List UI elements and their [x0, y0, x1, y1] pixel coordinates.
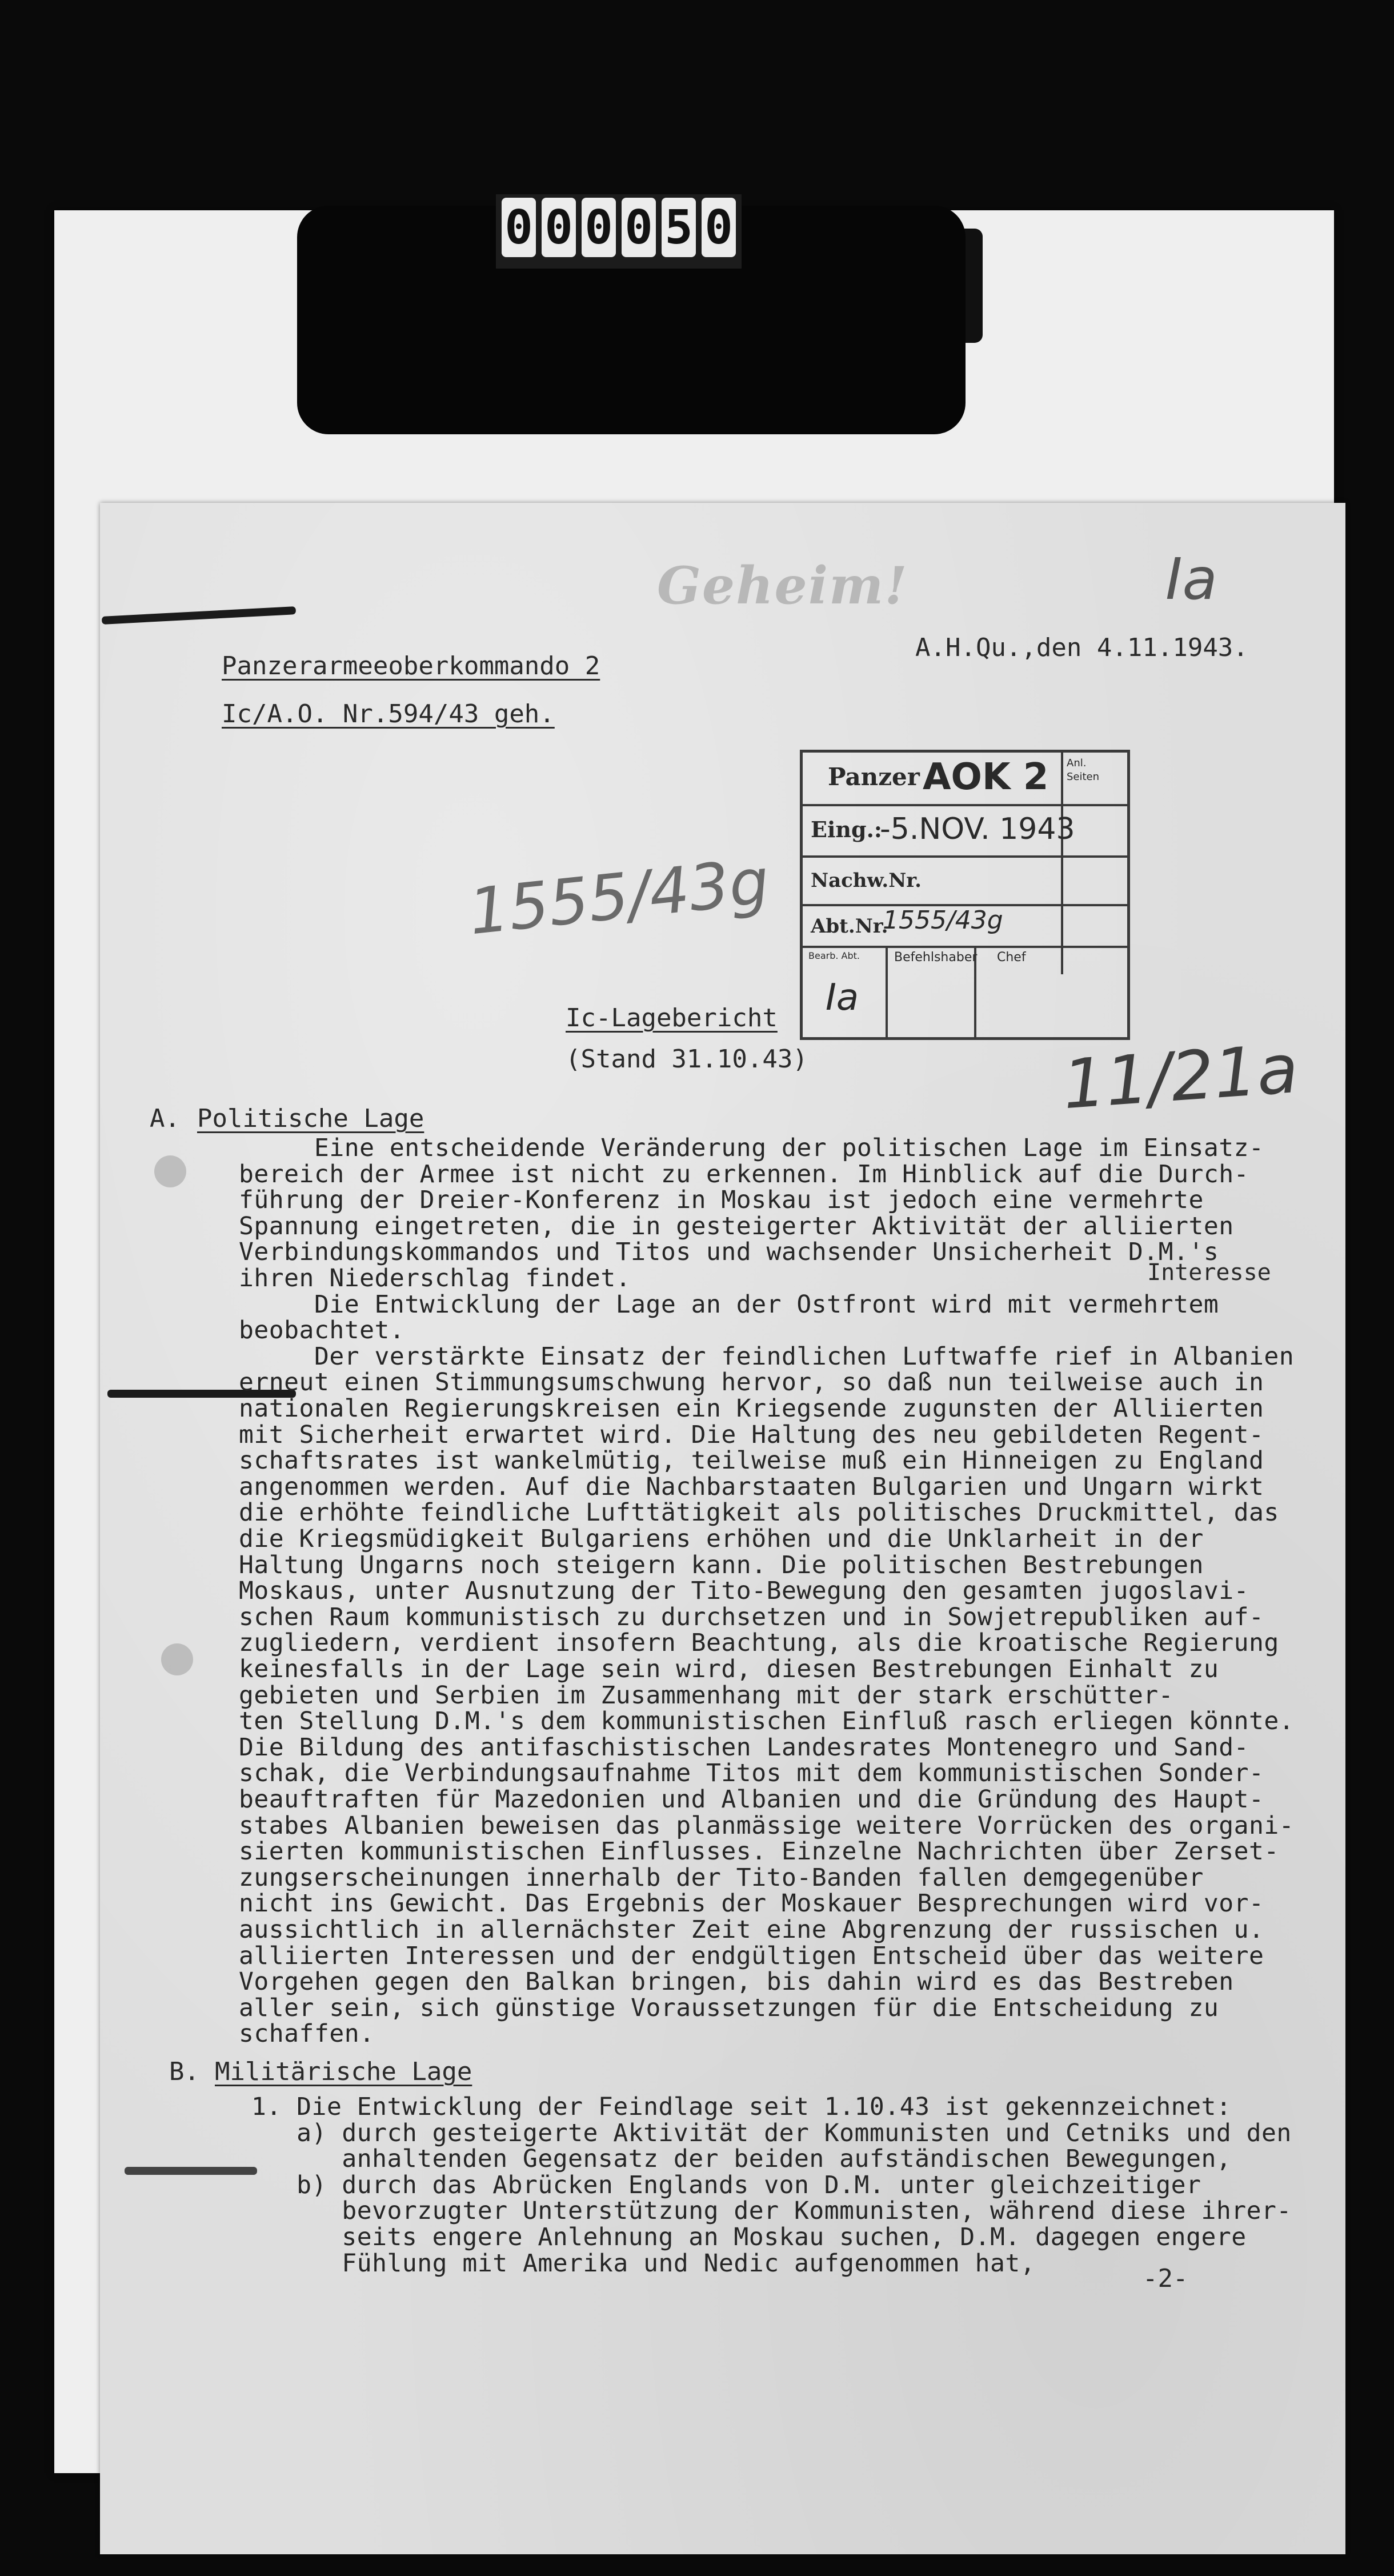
body-text-line: sierten kommunistischen Einflusses. Einzelne Nachrichten über Zerset- [239, 1837, 1279, 1866]
body-text-line: schak, die Verbindungsaufnahme Titos mit dem kommunistischen Sonder- [239, 1759, 1264, 1788]
stamp-chef-label: Chef [997, 950, 1026, 965]
body-text-line: anhaltenden Gegensatz der beiden aufständischen Bewegungen, [251, 2145, 1232, 2174]
report-title: Ic-Lagebericht [566, 1003, 778, 1033]
stamp-anl-label: Anl. [1067, 757, 1087, 769]
frame-counter [496, 194, 742, 269]
body-text-line: alliierten Interessen und der endgültigen Entscheid über das weitere [239, 1941, 1264, 1970]
body-text-line: zungserscheinungen innerhalb der Tito-Banden fallen demgegenüber [239, 1863, 1204, 1892]
receipt-stamp [800, 750, 1130, 1040]
body-text-line: seits engere Anlehnung an Moskau suchen, D.M. dagegen engere [251, 2223, 1247, 2251]
section-a-title: Politische Lage [197, 1104, 424, 1133]
body-text-line: ihren Niederschlag findet. [239, 1264, 631, 1293]
body-text-line: Eine entscheidende Veränderung der politischen Lage im Einsatz- [239, 1134, 1264, 1162]
body-text-line: Die Bildung des antifaschistischen Landesrates Montenegro und Sand- [239, 1733, 1249, 1762]
stamp-unit: AOK 2 [923, 756, 1049, 798]
body-text-line: erneut einen Stimmungsumschwung hervor, so daß nun teilweise auch in [239, 1368, 1264, 1397]
counter-digit: 0 [502, 198, 536, 257]
counter-digit: 5 [662, 198, 696, 257]
body-text-line: Fühlung mit Amerika und Nedic aufgenommen hat, [251, 2249, 1036, 2278]
stamp-office: Panzer [828, 763, 920, 791]
body-text-line: nicht ins Gewicht. Das Ergebnis der Moskauer Besprechungen wird vor- [239, 1889, 1264, 1918]
stamp-divider [803, 855, 1127, 858]
body-text-line: stabes Albanien beweisen das planmässige weitere Vorrücken des organi- [239, 1811, 1295, 1840]
body-text-line: aussichtlich in allernächster Zeit eine Abgrenzung der russischen u. [239, 1915, 1264, 1944]
stamp-divider [803, 946, 1127, 948]
stamp-abt-number: 1555/43g [883, 906, 1003, 935]
body-text-line: mit Sicherheit erwartet wird. Die Haltung des neu gebildeten Regent- [239, 1420, 1264, 1449]
body-text-line: keinesfalls in der Lage sein wird, diesen Bestrebungen Einhalt zu [239, 1655, 1219, 1683]
body-text-line: Moskaus, unter Ausnutzung der Tito-Bewegung den gesamten jugoslavi- [239, 1577, 1249, 1606]
corner-handwritten-mark: Ia [1165, 546, 1217, 613]
body-text-line: Verbindungskommandos und Titos und wachsender Unsicherheit D.M.'s [239, 1238, 1219, 1267]
body-text-line: 1. Die Entwicklung der Feindlage seit 1.10.43 ist gekennzeichnet: [251, 2093, 1232, 2121]
redaction-mark [125, 2167, 257, 2175]
counter-digit: 0 [582, 198, 616, 257]
body-text-line: beobachtet. [239, 1316, 405, 1345]
stamp-befehl-label: Befehlshaber [894, 950, 978, 965]
body-text-line: ten Stellung D.M.'s dem kommunistischen Einfluß rasch erliegen könnte. [239, 1707, 1295, 1736]
body-text-line: zugliedern, verdient insofern Beachtung, als die kroatische Regierung [239, 1629, 1279, 1658]
body-text-line: angenommen werden. Auf die Nachbarstaaten Bulgarien und Ungarn wirkt [239, 1472, 1264, 1501]
classification-stamp: Geheim! [657, 555, 908, 616]
stamp-divider [1061, 753, 1063, 974]
stamp-received-date: -5.NOV. 1943 [880, 812, 1075, 846]
body-text-line: die erhöhte feindliche Lufttätigkeit als politisches Druckmittel, das [239, 1498, 1279, 1527]
stamp-divider [803, 804, 1127, 806]
stamp-received-label: Eing.: [811, 817, 882, 842]
section-a-letter: A. [150, 1104, 180, 1133]
body-text-line: nationalen Regierungskreisen ein Kriegsende zugunsten der Alliierten [239, 1394, 1264, 1423]
handwritten-journal-number: 1555/43g [465, 844, 773, 949]
report-date-range: (Stand 31.10.43) [566, 1045, 808, 1074]
body-text-line: schaffen. [239, 2019, 375, 2049]
body-text-line: Die Entwicklung der Lage an der Ostfront wird mit vermehrtem [239, 1290, 1219, 1319]
body-text-line: gebieten und Serbien im Zusammenhang mit der stark erschütter- [239, 1681, 1174, 1710]
reference-line: Ic/A.O. Nr.594/43 geh. [222, 699, 555, 729]
body-text-line: schen Raum kommunistisch zu durchsetzen und in Sowjetrepubliken auf- [239, 1602, 1264, 1631]
section-b-letter: B. [169, 2057, 199, 2086]
counter-digit: 0 [622, 198, 656, 257]
page-number: -2- [1143, 2264, 1188, 2293]
body-text-line: bevorzugter Unterstützung der Kommunisten, während diese ihrer- [251, 2197, 1292, 2226]
body-text-line: Der verstärkte Einsatz der feindlichen Luftwaffe rief in Albanien [239, 1342, 1295, 1371]
body-text-line: a) durch gesteigerte Aktivität der Kommunisten und Cetniks und den [251, 2118, 1292, 2147]
stamp-nachw-label: Nachw.Nr. [811, 869, 922, 892]
body-text-line: bereich der Armee ist nicht zu erkennen. Im Hinblick auf die Durch- [239, 1159, 1249, 1189]
punch-hole [161, 1643, 193, 1675]
body-text-line: Haltung Ungarns noch steigern kann. Die politischen Bestrebungen [239, 1550, 1204, 1579]
body-text-line: aller sein, sich günstige Voraussetzungen für die Entscheidung zu [239, 1993, 1219, 2022]
stamp-anl-sub: Seiten [1067, 771, 1100, 783]
section-b-title: Militärische Lage [215, 2057, 472, 2086]
stamp-bearb-label: Bearb. Abt. [808, 950, 860, 961]
body-text-line: die Kriegsmüdigkeit Bulgariens erhöhen und die Unklarheit in der [239, 1525, 1204, 1553]
counter-digit: 0 [542, 198, 576, 257]
counter-digit: 0 [702, 198, 736, 257]
handwritten-file-number: 11/21a [1060, 1029, 1301, 1125]
stamp-abt-label: Abt.Nr. [811, 915, 888, 938]
body-text-line: führung der Dreier-Konferenz in Moskau ist jedoch eine vermehrte [239, 1186, 1204, 1215]
body-text-line: b) durch das Abrücken Englands von D.M. unter gleichzeitiger [251, 2170, 1201, 2199]
body-text-line: beauftraften für Mazedonien und Albanien und die Gründung des Haupt- [239, 1785, 1264, 1814]
place-date-line: A.H.Qu.,den 4.11.1943. [915, 633, 1248, 662]
body-text-line: Vorgehen gegen den Balkan bringen, bis dahin wird es das Bestreben [239, 1967, 1234, 1997]
body-text-line: schaftsrates ist wankelmütig, teilweise muß ein Hinneigen zu England [239, 1446, 1264, 1475]
stamp-divider [886, 946, 888, 1037]
body-text-line: Spannung eingetreten, die in gesteigerter Aktivität der alliierten [239, 1211, 1234, 1241]
stamp-bearb-value: Ia [826, 977, 859, 1019]
margin-insert: Interesse [1147, 1259, 1271, 1286]
punch-hole [154, 1155, 186, 1187]
sender-line: Panzerarmeeoberkommando 2 [222, 651, 600, 681]
